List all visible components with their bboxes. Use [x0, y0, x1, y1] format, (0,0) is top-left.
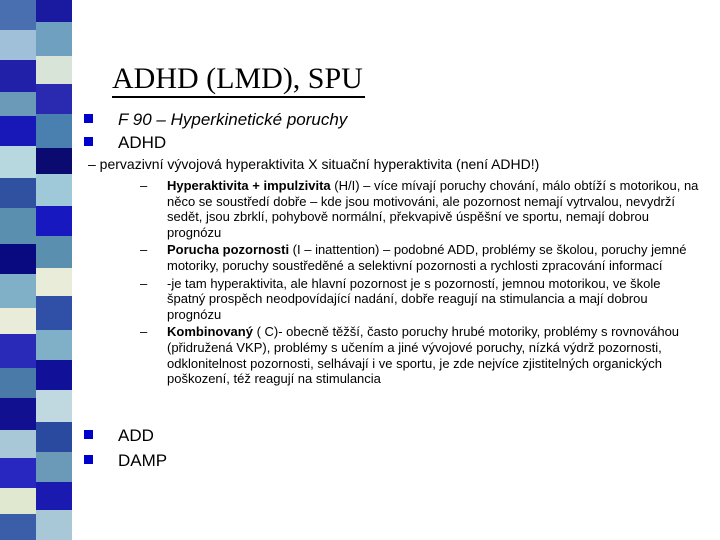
sub-item-bold: Hyperaktivita + impulzivita — [167, 178, 331, 193]
sub-item-list — [130, 178, 702, 389]
bullet-item-damp — [84, 451, 167, 471]
sub-item-text: ( C)- obecně těžší, často poruchy hrubé motoriky, problémy s rovnováhou (přidružená VKP), problémy s učením a jiné vývojové poruchy, nízká výdrž pozornosti, odklonitelnost pozornosti, selhávají i ve sportu, je zde nejvíce zjistitelných organických poškození, též reagují na stimulancia — [167, 324, 680, 387]
dash-marker: – — [140, 275, 148, 291]
dash-marker: – — [140, 242, 148, 258]
bullet-text: F 90 – Hyperkinetické poruchy — [118, 110, 348, 129]
sub-item — [130, 324, 702, 386]
sub-item — [130, 178, 702, 240]
slide-title: ADHD (LMD), SPU — [112, 62, 365, 98]
bullet-text: ADD — [118, 426, 154, 445]
sub-item-bold: Porucha pozornosti — [167, 242, 290, 258]
square-bullet-icon — [84, 137, 93, 146]
dash-marker: – — [140, 178, 148, 193]
dash-line: – pervazivní vývojová hyperaktivita X situační hyperaktivita (není ADHD!) — [88, 156, 540, 172]
sub-item-bold: Kombinovaný — [167, 324, 253, 340]
square-bullet-icon — [84, 455, 93, 464]
dash-marker: – — [140, 324, 148, 340]
square-bullet-icon — [84, 430, 93, 439]
sub-item-text: (H/I) – více mívají poruchy chování, málo obtíží s motorikou, na něco se soustředí dobře – kde jsou motivováni, ale pozornost nemají vytrvalou, nevydrží sedět, jsou zbrklí, pohybově normální, překvapivě úspěšní ve sportu, nemají dobrou prognózu — [167, 178, 699, 240]
square-bullet-icon — [84, 114, 93, 123]
bullet-text: ADHD — [118, 133, 167, 152]
bullet-item-adhd — [84, 133, 166, 153]
sub-item — [130, 242, 702, 273]
bullet-item-f90 — [84, 110, 347, 130]
bullet-item-add — [84, 426, 154, 446]
bullet-text: DAMP — [118, 451, 168, 470]
sub-item-text: -je tam hyperaktivita, ale hlavní pozornost je s pozorností, jemnou motorikou, ve škole špatný prospěch neodpovídající nadání, dobře reagují na stimulancia a mají dobrou prognózu — [167, 275, 661, 322]
sub-item — [130, 276, 702, 323]
sub-item-text: (I – inattention) – podobné ADD, problémy se školou, poruchy jemné motoriky, poruchy soustředěné a selektivní pozornosti a rychlosti zpracování informací — [167, 242, 687, 273]
